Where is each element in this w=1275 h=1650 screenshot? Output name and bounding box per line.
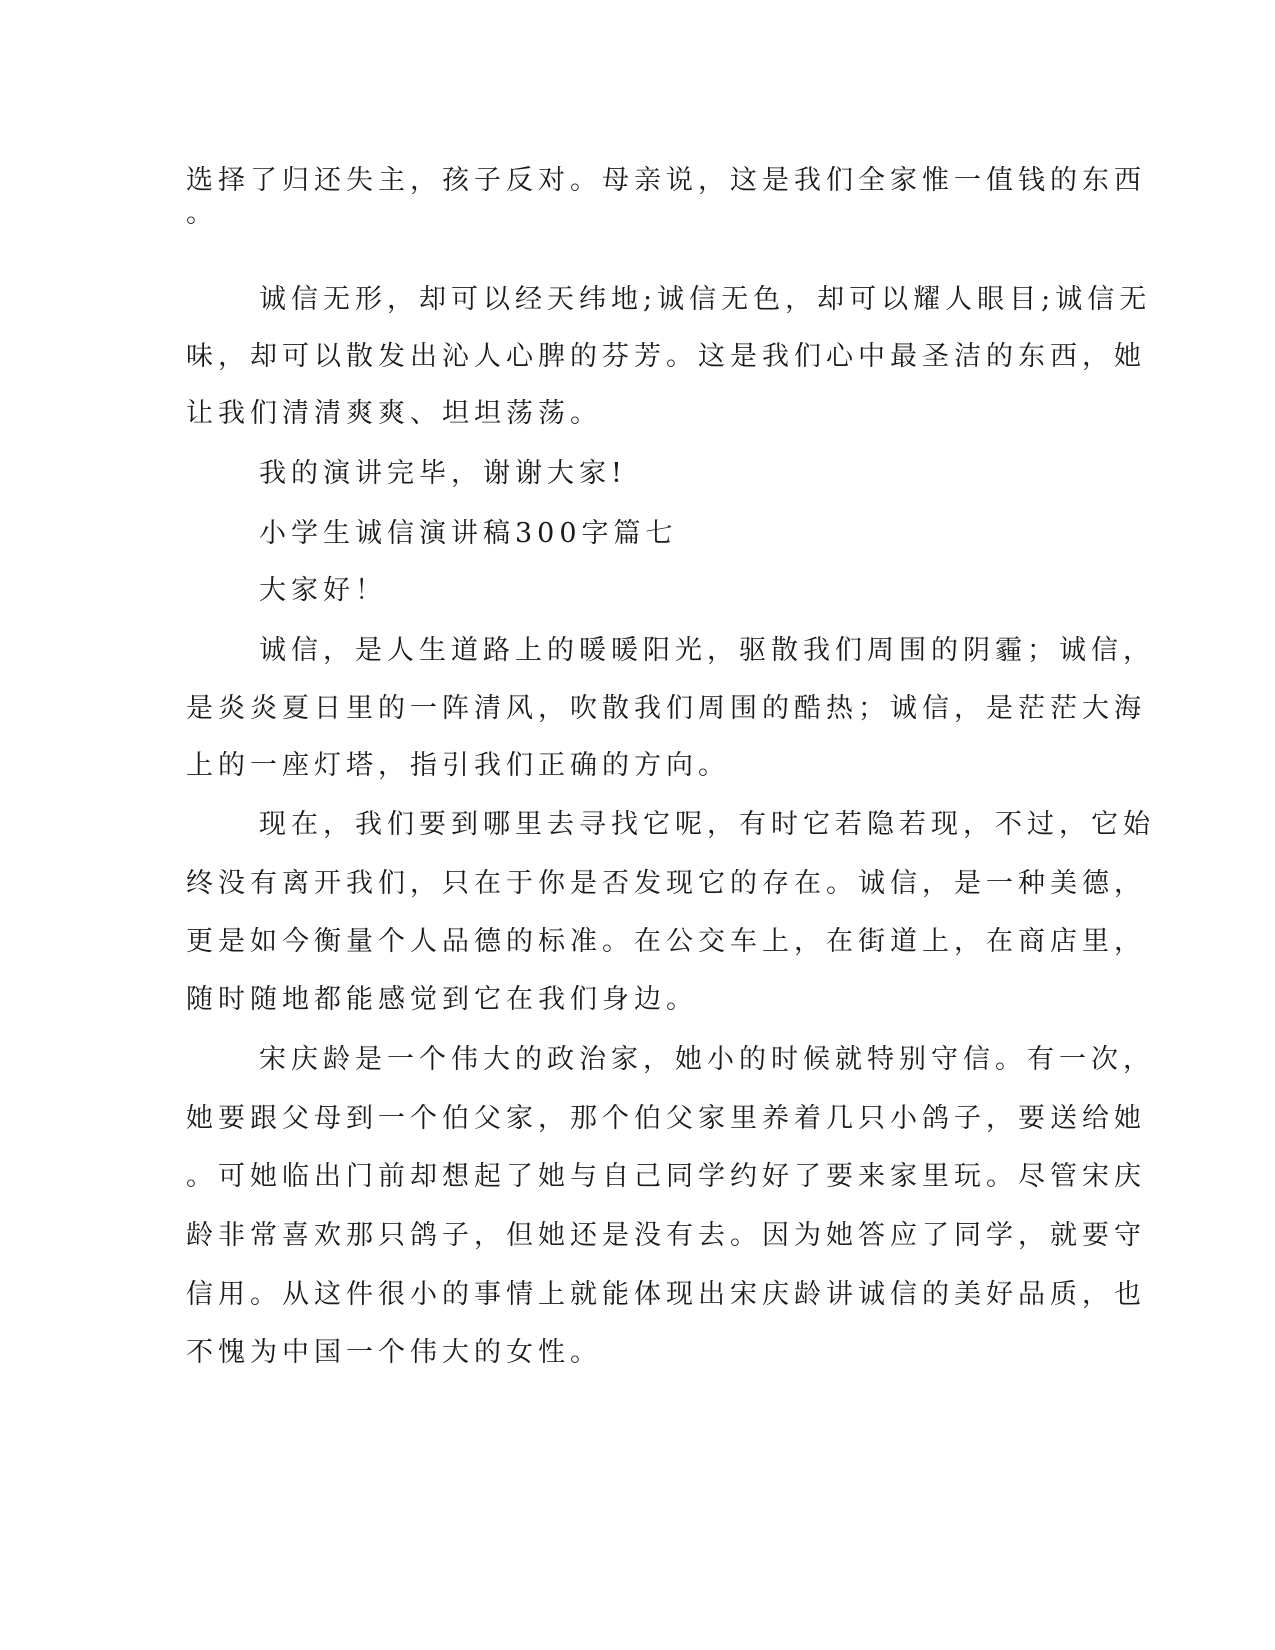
text-line: 让我们清清爽爽、坦坦荡荡。 — [186, 398, 602, 429]
text-line: 是炎炎夏日里的一阵清风，吹散我们周围的酷热；诚信，是茫茫大海 — [186, 693, 1146, 724]
paragraph-first-line: 诚信无形，却可以经天纬地;诚信无色，却可以耀人眼目;诚信无 — [259, 284, 1152, 315]
greeting: 大家好！ — [259, 575, 387, 606]
text-line: 不愧为中国一个伟大的女性。 — [186, 1337, 602, 1368]
text-line: 味，却可以散发出沁人心脾的芬芳。这是我们心中最圣洁的东西，她 — [186, 341, 1146, 372]
text-line: 随时随地都能感觉到它在我们身边。 — [186, 984, 698, 1015]
paragraph-first-line: 诚信，是人生道路上的暖暖阳光，驱散我们周围的阴霾；诚信， — [259, 635, 1155, 666]
text-line: 更是如今衡量个人品德的标准。在公交车上，在街道上，在商店里， — [186, 926, 1146, 957]
paragraph-first-line: 我的演讲完毕，谢谢大家! — [259, 458, 627, 489]
paragraph-first-line: 现在，我们要到哪里去寻找它呢，有时它若隐若现，不过，它始 — [259, 809, 1155, 840]
text-line: 终没有离开我们，只在于你是否发现它的存在。诚信，是一种美德， — [186, 868, 1146, 899]
text-line: 她要跟父母到一个伯父家，那个伯父家里养着几只小鸽子，要送给她 — [186, 1103, 1146, 1134]
paragraph-first-line: 宋庆龄是一个伟大的政治家，她小的时候就特别守信。有一次， — [259, 1044, 1155, 1075]
text-line: 。可她临出门前却想起了她与自己同学约好了要来家里玩。尽管宋庆 — [186, 1161, 1146, 1192]
text-line: 信用。从这件很小的事情上就能体现出宋庆龄讲诚信的美好品质，也 — [186, 1279, 1146, 1310]
text-line: 。 — [186, 198, 218, 229]
text-line: 龄非常喜欢那只鸽子，但她还是没有去。因为她答应了同学，就要守 — [186, 1220, 1146, 1251]
text-line: 上的一座灯塔，指引我们正确的方向。 — [186, 750, 730, 781]
text-line: 选择了归还失主，孩子反对。母亲说，这是我们全家惟一值钱的东西 — [186, 165, 1146, 196]
section-heading: 小学生诚信演讲稿300字篇七 — [259, 518, 678, 549]
